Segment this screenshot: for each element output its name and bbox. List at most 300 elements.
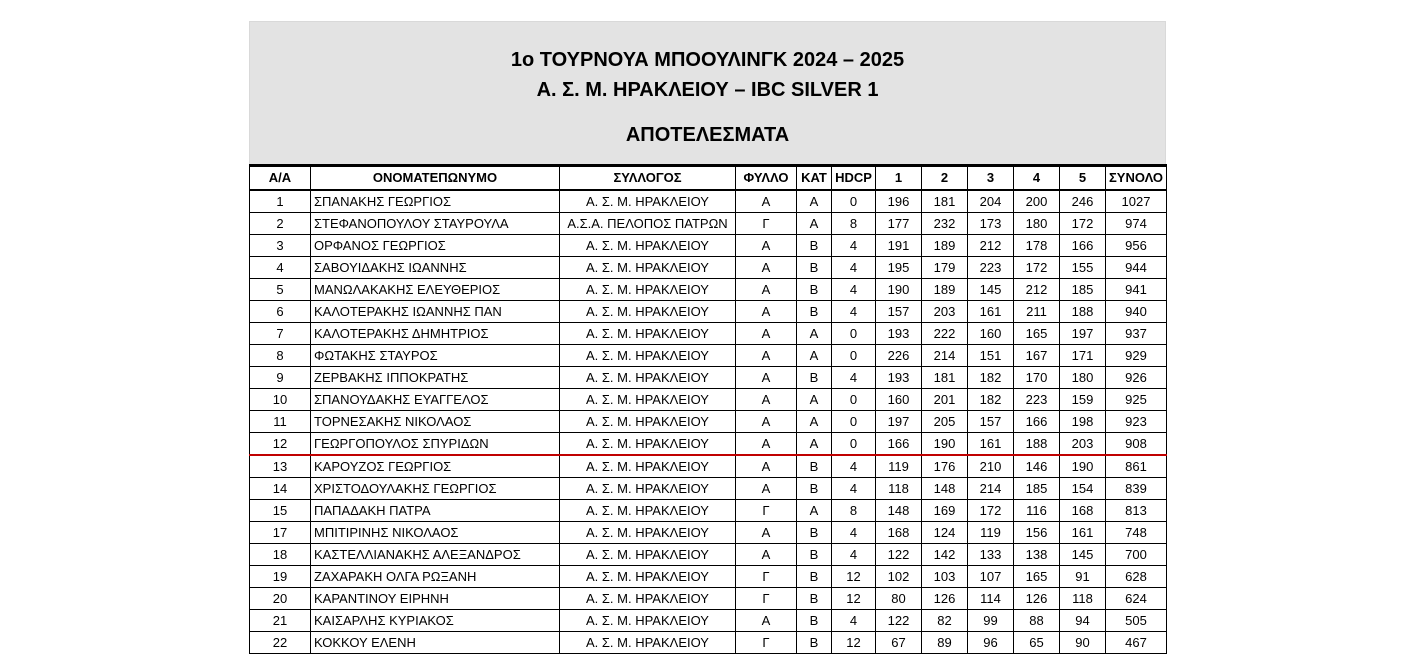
cell-rank: 2 [250, 213, 311, 235]
cell-total: 813 [1106, 500, 1167, 522]
cell-game-3: 157 [968, 411, 1014, 433]
cell-club: Α. Σ. Μ. ΗΡΑΚΛΕΙΟΥ [560, 632, 736, 654]
cell-game-3: 96 [968, 632, 1014, 654]
cell-rank: 13 [250, 455, 311, 478]
cell-club: Α. Σ. Μ. ΗΡΑΚΛΕΙΟΥ [560, 478, 736, 500]
cell-game-1: 160 [876, 389, 922, 411]
cell-total: 748 [1106, 522, 1167, 544]
cell-category: Β [797, 279, 832, 301]
cell-game-4: 166 [1014, 411, 1060, 433]
table-row [250, 632, 1167, 654]
cell-name: ΚΑΡΑΝΤΙΝΟΥ ΕΙΡΗΝΗ [311, 588, 560, 610]
column-header-gender: ΦΥΛΛΟ [736, 166, 797, 191]
cell-game-4: 211 [1014, 301, 1060, 323]
cell-game-2: 181 [922, 190, 968, 213]
cell-game-5: 91 [1060, 566, 1106, 588]
cell-hdcp: 0 [832, 190, 876, 213]
cell-rank: 11 [250, 411, 311, 433]
cell-game-5: 188 [1060, 301, 1106, 323]
cell-rank: 17 [250, 522, 311, 544]
column-header-total: ΣΥΝΟΛΟ [1106, 166, 1167, 191]
cell-game-2: 89 [922, 632, 968, 654]
cell-game-3: 161 [968, 433, 1014, 456]
cell-club: Α. Σ. Μ. ΗΡΑΚΛΕΙΟΥ [560, 411, 736, 433]
cell-club: Α. Σ. Μ. ΗΡΑΚΛΕΙΟΥ [560, 522, 736, 544]
column-header-game-3: 3 [968, 166, 1014, 191]
cell-game-1: 122 [876, 544, 922, 566]
cell-game-4: 223 [1014, 389, 1060, 411]
cell-hdcp: 0 [832, 345, 876, 367]
cell-rank: 5 [250, 279, 311, 301]
cell-category: Α [797, 190, 832, 213]
cell-total: 929 [1106, 345, 1167, 367]
cell-game-2: 126 [922, 588, 968, 610]
results-sheet [249, 21, 1166, 654]
table-header-row [250, 166, 1167, 191]
cell-hdcp: 4 [832, 367, 876, 389]
cell-total: 1027 [1106, 190, 1167, 213]
cell-game-4: 212 [1014, 279, 1060, 301]
cell-name: ΤΟΡΝΕΣΑΚΗΣ ΝΙΚΟΛΑΟΣ [311, 411, 560, 433]
cell-hdcp: 4 [832, 257, 876, 279]
cell-game-5: 94 [1060, 610, 1106, 632]
cell-category: Β [797, 367, 832, 389]
cell-game-1: 119 [876, 455, 922, 478]
cell-rank: 20 [250, 588, 311, 610]
cell-game-4: 146 [1014, 455, 1060, 478]
cell-game-2: 82 [922, 610, 968, 632]
cell-hdcp: 4 [832, 544, 876, 566]
cell-game-1: 157 [876, 301, 922, 323]
cell-category: Β [797, 588, 832, 610]
cell-category: Β [797, 544, 832, 566]
cell-game-4: 116 [1014, 500, 1060, 522]
cell-gender: Α [736, 279, 797, 301]
cell-total: 839 [1106, 478, 1167, 500]
cell-game-1: 190 [876, 279, 922, 301]
table-row [250, 522, 1167, 544]
cell-gender: Γ [736, 500, 797, 522]
cell-club: Α. Σ. Μ. ΗΡΑΚΛΕΙΟΥ [560, 610, 736, 632]
cell-club: Α. Σ. Μ. ΗΡΑΚΛΕΙΟΥ [560, 323, 736, 345]
cell-category: Α [797, 213, 832, 235]
cell-club: Α. Σ. Μ. ΗΡΑΚΛΕΙΟΥ [560, 235, 736, 257]
cell-game-3: 182 [968, 367, 1014, 389]
cell-club: Α. Σ. Μ. ΗΡΑΚΛΕΙΟΥ [560, 455, 736, 478]
cell-game-1: 195 [876, 257, 922, 279]
cell-total: 700 [1106, 544, 1167, 566]
cell-rank: 18 [250, 544, 311, 566]
cell-game-2: 148 [922, 478, 968, 500]
cell-rank: 1 [250, 190, 311, 213]
cell-category: Β [797, 632, 832, 654]
cell-total: 937 [1106, 323, 1167, 345]
cell-game-3: 99 [968, 610, 1014, 632]
cell-game-3: 173 [968, 213, 1014, 235]
cell-game-4: 65 [1014, 632, 1060, 654]
cell-game-2: 103 [922, 566, 968, 588]
cell-gender: Γ [736, 588, 797, 610]
cell-gender: Α [736, 257, 797, 279]
cell-category: Β [797, 257, 832, 279]
column-header-hdcp: HDCP [832, 166, 876, 191]
cell-category: Β [797, 522, 832, 544]
cell-total: 923 [1106, 411, 1167, 433]
cell-game-1: 177 [876, 213, 922, 235]
cell-game-2: 190 [922, 433, 968, 456]
table-row [250, 301, 1167, 323]
cell-hdcp: 12 [832, 632, 876, 654]
cell-gender: Α [736, 345, 797, 367]
cell-category: Β [797, 566, 832, 588]
cell-hdcp: 0 [832, 433, 876, 456]
cell-total: 941 [1106, 279, 1167, 301]
table-row [250, 389, 1167, 411]
cell-game-5: 154 [1060, 478, 1106, 500]
cell-game-2: 124 [922, 522, 968, 544]
cell-name: ΚΑΣΤΕΛΛΙΑΝΑΚΗΣ ΑΛΕΞΑΝΔΡΟΣ [311, 544, 560, 566]
cell-hdcp: 4 [832, 279, 876, 301]
cell-game-4: 165 [1014, 323, 1060, 345]
cell-game-1: 193 [876, 323, 922, 345]
cell-name: ΣΠΑΝΑΚΗΣ ΓΕΩΡΓΙΟΣ [311, 190, 560, 213]
results-table [249, 164, 1167, 654]
cell-name: ΚΟΚΚΟΥ ΕΛΕΝΗ [311, 632, 560, 654]
cell-hdcp: 12 [832, 566, 876, 588]
table-row [250, 323, 1167, 345]
cell-club: Α.Σ.Α. ΠΕΛΟΠΟΣ ΠΑΤΡΩΝ [560, 213, 736, 235]
cell-game-3: 161 [968, 301, 1014, 323]
cell-game-1: 102 [876, 566, 922, 588]
cell-name: ΚΑΛΟΤΕΡΑΚΗΣ ΔΗΜΗΤΡΙΟΣ [311, 323, 560, 345]
column-header-name: ΟΝΟΜΑΤΕΠΩΝΥΜΟ [311, 166, 560, 191]
cell-game-1: 196 [876, 190, 922, 213]
cell-name: ΣΤΕΦΑΝΟΠΟΥΛΟΥ ΣΤΑΥΡΟΥΛΑ [311, 213, 560, 235]
cell-game-3: 107 [968, 566, 1014, 588]
cell-game-3: 214 [968, 478, 1014, 500]
cell-game-3: 133 [968, 544, 1014, 566]
cell-total: 926 [1106, 367, 1167, 389]
cell-game-4: 167 [1014, 345, 1060, 367]
cell-game-4: 172 [1014, 257, 1060, 279]
cell-game-1: 193 [876, 367, 922, 389]
cell-game-1: 197 [876, 411, 922, 433]
cell-game-5: 155 [1060, 257, 1106, 279]
cell-category: Α [797, 500, 832, 522]
cell-game-2: 189 [922, 279, 968, 301]
cell-gender: Α [736, 367, 797, 389]
cell-name: ΓΕΩΡΓΟΠΟΥΛΟΣ ΣΠΥΡΙΔΩΝ [311, 433, 560, 456]
cell-game-2: 205 [922, 411, 968, 433]
cell-game-5: 198 [1060, 411, 1106, 433]
cell-game-2: 189 [922, 235, 968, 257]
table-row [250, 190, 1167, 213]
cell-club: Α. Σ. Μ. ΗΡΑΚΛΕΙΟΥ [560, 433, 736, 456]
cell-total: 944 [1106, 257, 1167, 279]
column-header-game-1: 1 [876, 166, 922, 191]
cell-category: Α [797, 345, 832, 367]
cell-game-1: 168 [876, 522, 922, 544]
table-row [250, 566, 1167, 588]
cell-rank: 8 [250, 345, 311, 367]
cell-game-3: 204 [968, 190, 1014, 213]
cell-hdcp: 8 [832, 500, 876, 522]
cell-category: Β [797, 301, 832, 323]
cell-total: 908 [1106, 433, 1167, 456]
cell-club: Α. Σ. Μ. ΗΡΑΚΛΕΙΟΥ [560, 500, 736, 522]
table-row [250, 610, 1167, 632]
cell-hdcp: 0 [832, 389, 876, 411]
cell-name: ΦΩΤΑΚΗΣ ΣΤΑΥΡΟΣ [311, 345, 560, 367]
cell-hdcp: 4 [832, 478, 876, 500]
cell-game-3: 119 [968, 522, 1014, 544]
cell-category: Β [797, 610, 832, 632]
cell-game-4: 156 [1014, 522, 1060, 544]
cell-total: 467 [1106, 632, 1167, 654]
cell-name: ΚΑΡΟΥΖΟΣ ΓΕΩΡΓΙΟΣ [311, 455, 560, 478]
cell-gender: Α [736, 411, 797, 433]
cell-total: 624 [1106, 588, 1167, 610]
table-row [250, 478, 1167, 500]
table-row [250, 455, 1167, 478]
tournament-subtitle: Α. Σ. Μ. ΗΡΑΚΛΕΙΟΥ – IBC SILVER 1 [536, 79, 879, 101]
table-row [250, 411, 1167, 433]
section-title: ΑΠΟΤΕΛΕΣΜΑΤΑ [625, 124, 790, 146]
cell-hdcp: 4 [832, 610, 876, 632]
cell-game-4: 180 [1014, 213, 1060, 235]
cell-game-2: 169 [922, 500, 968, 522]
cell-club: Α. Σ. Μ. ΗΡΑΚΛΕΙΟΥ [560, 566, 736, 588]
cell-gender: Α [736, 433, 797, 456]
table-row [250, 279, 1167, 301]
cell-name: ΣΑΒΟΥΙΔΑΚΗΣ ΙΩΑΝΝΗΣ [311, 257, 560, 279]
cell-total: 974 [1106, 213, 1167, 235]
cell-category: Α [797, 433, 832, 456]
cell-gender: Α [736, 610, 797, 632]
cell-hdcp: 4 [832, 522, 876, 544]
cell-game-3: 172 [968, 500, 1014, 522]
cell-game-5: 180 [1060, 367, 1106, 389]
cell-club: Α. Σ. Μ. ΗΡΑΚΛΕΙΟΥ [560, 190, 736, 213]
cell-gender: Α [736, 522, 797, 544]
cell-club: Α. Σ. Μ. ΗΡΑΚΛΕΙΟΥ [560, 345, 736, 367]
cell-name: ΖΕΡΒΑΚΗΣ ΙΠΠΟΚΡΑΤΗΣ [311, 367, 560, 389]
column-header-category: ΚΑΤ [797, 166, 832, 191]
cell-club: Α. Σ. Μ. ΗΡΑΚΛΕΙΟΥ [560, 367, 736, 389]
cell-gender: Α [736, 478, 797, 500]
gridline [311, 144, 312, 164]
cell-rank: 6 [250, 301, 311, 323]
cell-category: Α [797, 411, 832, 433]
cell-game-2: 203 [922, 301, 968, 323]
cell-name: ΚΑΙΣΑΡΛΗΣ ΚΥΡΙΑΚΟΣ [311, 610, 560, 632]
cell-name: ΖΑΧΑΡΑΚΗ ΟΛΓΑ ΡΩΞΑΝΗ [311, 566, 560, 588]
cell-game-1: 80 [876, 588, 922, 610]
cell-game-2: 201 [922, 389, 968, 411]
cell-total: 925 [1106, 389, 1167, 411]
cell-hdcp: 0 [832, 323, 876, 345]
cell-rank: 21 [250, 610, 311, 632]
cell-name: ΠΑΠΑΔΑΚΗ ΠΑΤΡΑ [311, 500, 560, 522]
cell-game-3: 182 [968, 389, 1014, 411]
cell-club: Α. Σ. Μ. ΗΡΑΚΛΕΙΟΥ [560, 544, 736, 566]
table-row [250, 433, 1167, 456]
gridline [250, 103, 1165, 104]
column-header-game-4: 4 [1014, 166, 1060, 191]
cell-game-1: 118 [876, 478, 922, 500]
column-header-game-2: 2 [922, 166, 968, 191]
cell-game-2: 222 [922, 323, 968, 345]
table-row [250, 544, 1167, 566]
cell-game-1: 166 [876, 433, 922, 456]
cell-club: Α. Σ. Μ. ΗΡΑΚΛΕΙΟΥ [560, 588, 736, 610]
cell-rank: 3 [250, 235, 311, 257]
column-header-club: ΣΥΛΛΟΓΟΣ [560, 166, 736, 191]
cell-total: 940 [1106, 301, 1167, 323]
cell-game-2: 142 [922, 544, 968, 566]
table-row [250, 257, 1167, 279]
cell-total: 505 [1106, 610, 1167, 632]
table-row [250, 588, 1167, 610]
cell-game-4: 200 [1014, 190, 1060, 213]
cell-rank: 7 [250, 323, 311, 345]
cell-gender: Γ [736, 632, 797, 654]
cell-game-1: 226 [876, 345, 922, 367]
cell-game-5: 185 [1060, 279, 1106, 301]
cell-game-2: 214 [922, 345, 968, 367]
cell-category: Α [797, 389, 832, 411]
cell-game-5: 166 [1060, 235, 1106, 257]
cell-gender: Α [736, 389, 797, 411]
cell-rank: 15 [250, 500, 311, 522]
cell-game-5: 161 [1060, 522, 1106, 544]
cell-name: ΜΑΝΩΛΑΚΑΚΗΣ ΕΛΕΥΘΕΡΙΟΣ [311, 279, 560, 301]
table-row [250, 345, 1167, 367]
cell-game-2: 181 [922, 367, 968, 389]
cell-club: Α. Σ. Μ. ΗΡΑΚΛΕΙΟΥ [560, 257, 736, 279]
cell-name: ΜΠΙΤΙΡΙΝΗΣ ΝΙΚΟΛΑΟΣ [311, 522, 560, 544]
cell-category: Β [797, 455, 832, 478]
cell-game-3: 145 [968, 279, 1014, 301]
cell-game-3: 151 [968, 345, 1014, 367]
cell-game-4: 126 [1014, 588, 1060, 610]
cell-game-1: 67 [876, 632, 922, 654]
cell-game-3: 212 [968, 235, 1014, 257]
cell-game-4: 88 [1014, 610, 1060, 632]
cell-name: ΧΡΙΣΤΟΔΟΥΛΑΚΗΣ ΓΕΩΡΓΙΟΣ [311, 478, 560, 500]
cell-rank: 14 [250, 478, 311, 500]
cell-name: ΟΡΦΑΝΟΣ ΓΕΩΡΓΙΟΣ [311, 235, 560, 257]
cell-game-5: 246 [1060, 190, 1106, 213]
gridline [311, 22, 312, 42]
cell-game-1: 122 [876, 610, 922, 632]
cell-game-4: 170 [1014, 367, 1060, 389]
cell-game-5: 159 [1060, 389, 1106, 411]
title-band [249, 21, 1166, 164]
cell-game-5: 172 [1060, 213, 1106, 235]
gridline [250, 42, 1165, 43]
table-row [250, 500, 1167, 522]
tournament-title: 1ο ΤΟΥΡΝΟΥΑ ΜΠΟΟΥΛΙΝΓΚ 2024 – 2025 [510, 49, 905, 71]
cell-club: Α. Σ. Μ. ΗΡΑΚΛΕΙΟΥ [560, 389, 736, 411]
cell-club: Α. Σ. Μ. ΗΡΑΚΛΕΙΟΥ [560, 301, 736, 323]
cell-club: Α. Σ. Μ. ΗΡΑΚΛΕΙΟΥ [560, 279, 736, 301]
cell-game-4: 138 [1014, 544, 1060, 566]
cell-game-5: 118 [1060, 588, 1106, 610]
cell-game-3: 114 [968, 588, 1014, 610]
cell-game-1: 148 [876, 500, 922, 522]
cell-game-5: 190 [1060, 455, 1106, 478]
table-row [250, 367, 1167, 389]
cell-category: Α [797, 323, 832, 345]
cell-gender: Α [736, 455, 797, 478]
cell-gender: Α [736, 544, 797, 566]
cell-hdcp: 4 [832, 455, 876, 478]
gridline [560, 22, 561, 42]
cell-game-5: 145 [1060, 544, 1106, 566]
cell-game-5: 203 [1060, 433, 1106, 456]
cell-rank: 9 [250, 367, 311, 389]
cell-game-4: 178 [1014, 235, 1060, 257]
cell-game-5: 90 [1060, 632, 1106, 654]
gridline [560, 144, 561, 164]
table-row [250, 213, 1167, 235]
cell-gender: Α [736, 323, 797, 345]
cell-rank: 4 [250, 257, 311, 279]
cell-game-2: 176 [922, 455, 968, 478]
cell-hdcp: 0 [832, 411, 876, 433]
cell-total: 956 [1106, 235, 1167, 257]
cell-name: ΣΠΑΝΟΥΔΑΚΗΣ ΕΥΑΓΓΕΛΟΣ [311, 389, 560, 411]
cell-game-4: 185 [1014, 478, 1060, 500]
cell-game-3: 223 [968, 257, 1014, 279]
cell-gender: Γ [736, 213, 797, 235]
cell-gender: Γ [736, 566, 797, 588]
cell-game-1: 191 [876, 235, 922, 257]
cell-category: Β [797, 478, 832, 500]
table-row [250, 235, 1167, 257]
cell-gender: Α [736, 235, 797, 257]
cell-game-4: 188 [1014, 433, 1060, 456]
cell-gender: Α [736, 301, 797, 323]
gridline [560, 103, 561, 123]
cell-game-4: 165 [1014, 566, 1060, 588]
cell-category: Β [797, 235, 832, 257]
cell-name: ΚΑΛΟΤΕΡΑΚΗΣ ΙΩΑΝΝΗΣ ΠΑΝ [311, 301, 560, 323]
cell-rank: 19 [250, 566, 311, 588]
cell-game-5: 168 [1060, 500, 1106, 522]
cell-rank: 22 [250, 632, 311, 654]
cell-total: 861 [1106, 455, 1167, 478]
cell-rank: 10 [250, 389, 311, 411]
column-header-game-5: 5 [1060, 166, 1106, 191]
cell-game-5: 197 [1060, 323, 1106, 345]
cell-hdcp: 4 [832, 301, 876, 323]
cell-hdcp: 12 [832, 588, 876, 610]
cell-game-3: 210 [968, 455, 1014, 478]
cell-hdcp: 4 [832, 235, 876, 257]
cell-gender: Α [736, 190, 797, 213]
column-header-rank: Α/Α [250, 166, 311, 191]
cell-total: 628 [1106, 566, 1167, 588]
table-body [250, 190, 1167, 654]
cell-game-5: 171 [1060, 345, 1106, 367]
cell-rank: 12 [250, 433, 311, 456]
cell-game-3: 160 [968, 323, 1014, 345]
cell-game-2: 232 [922, 213, 968, 235]
cell-game-2: 179 [922, 257, 968, 279]
cell-hdcp: 8 [832, 213, 876, 235]
